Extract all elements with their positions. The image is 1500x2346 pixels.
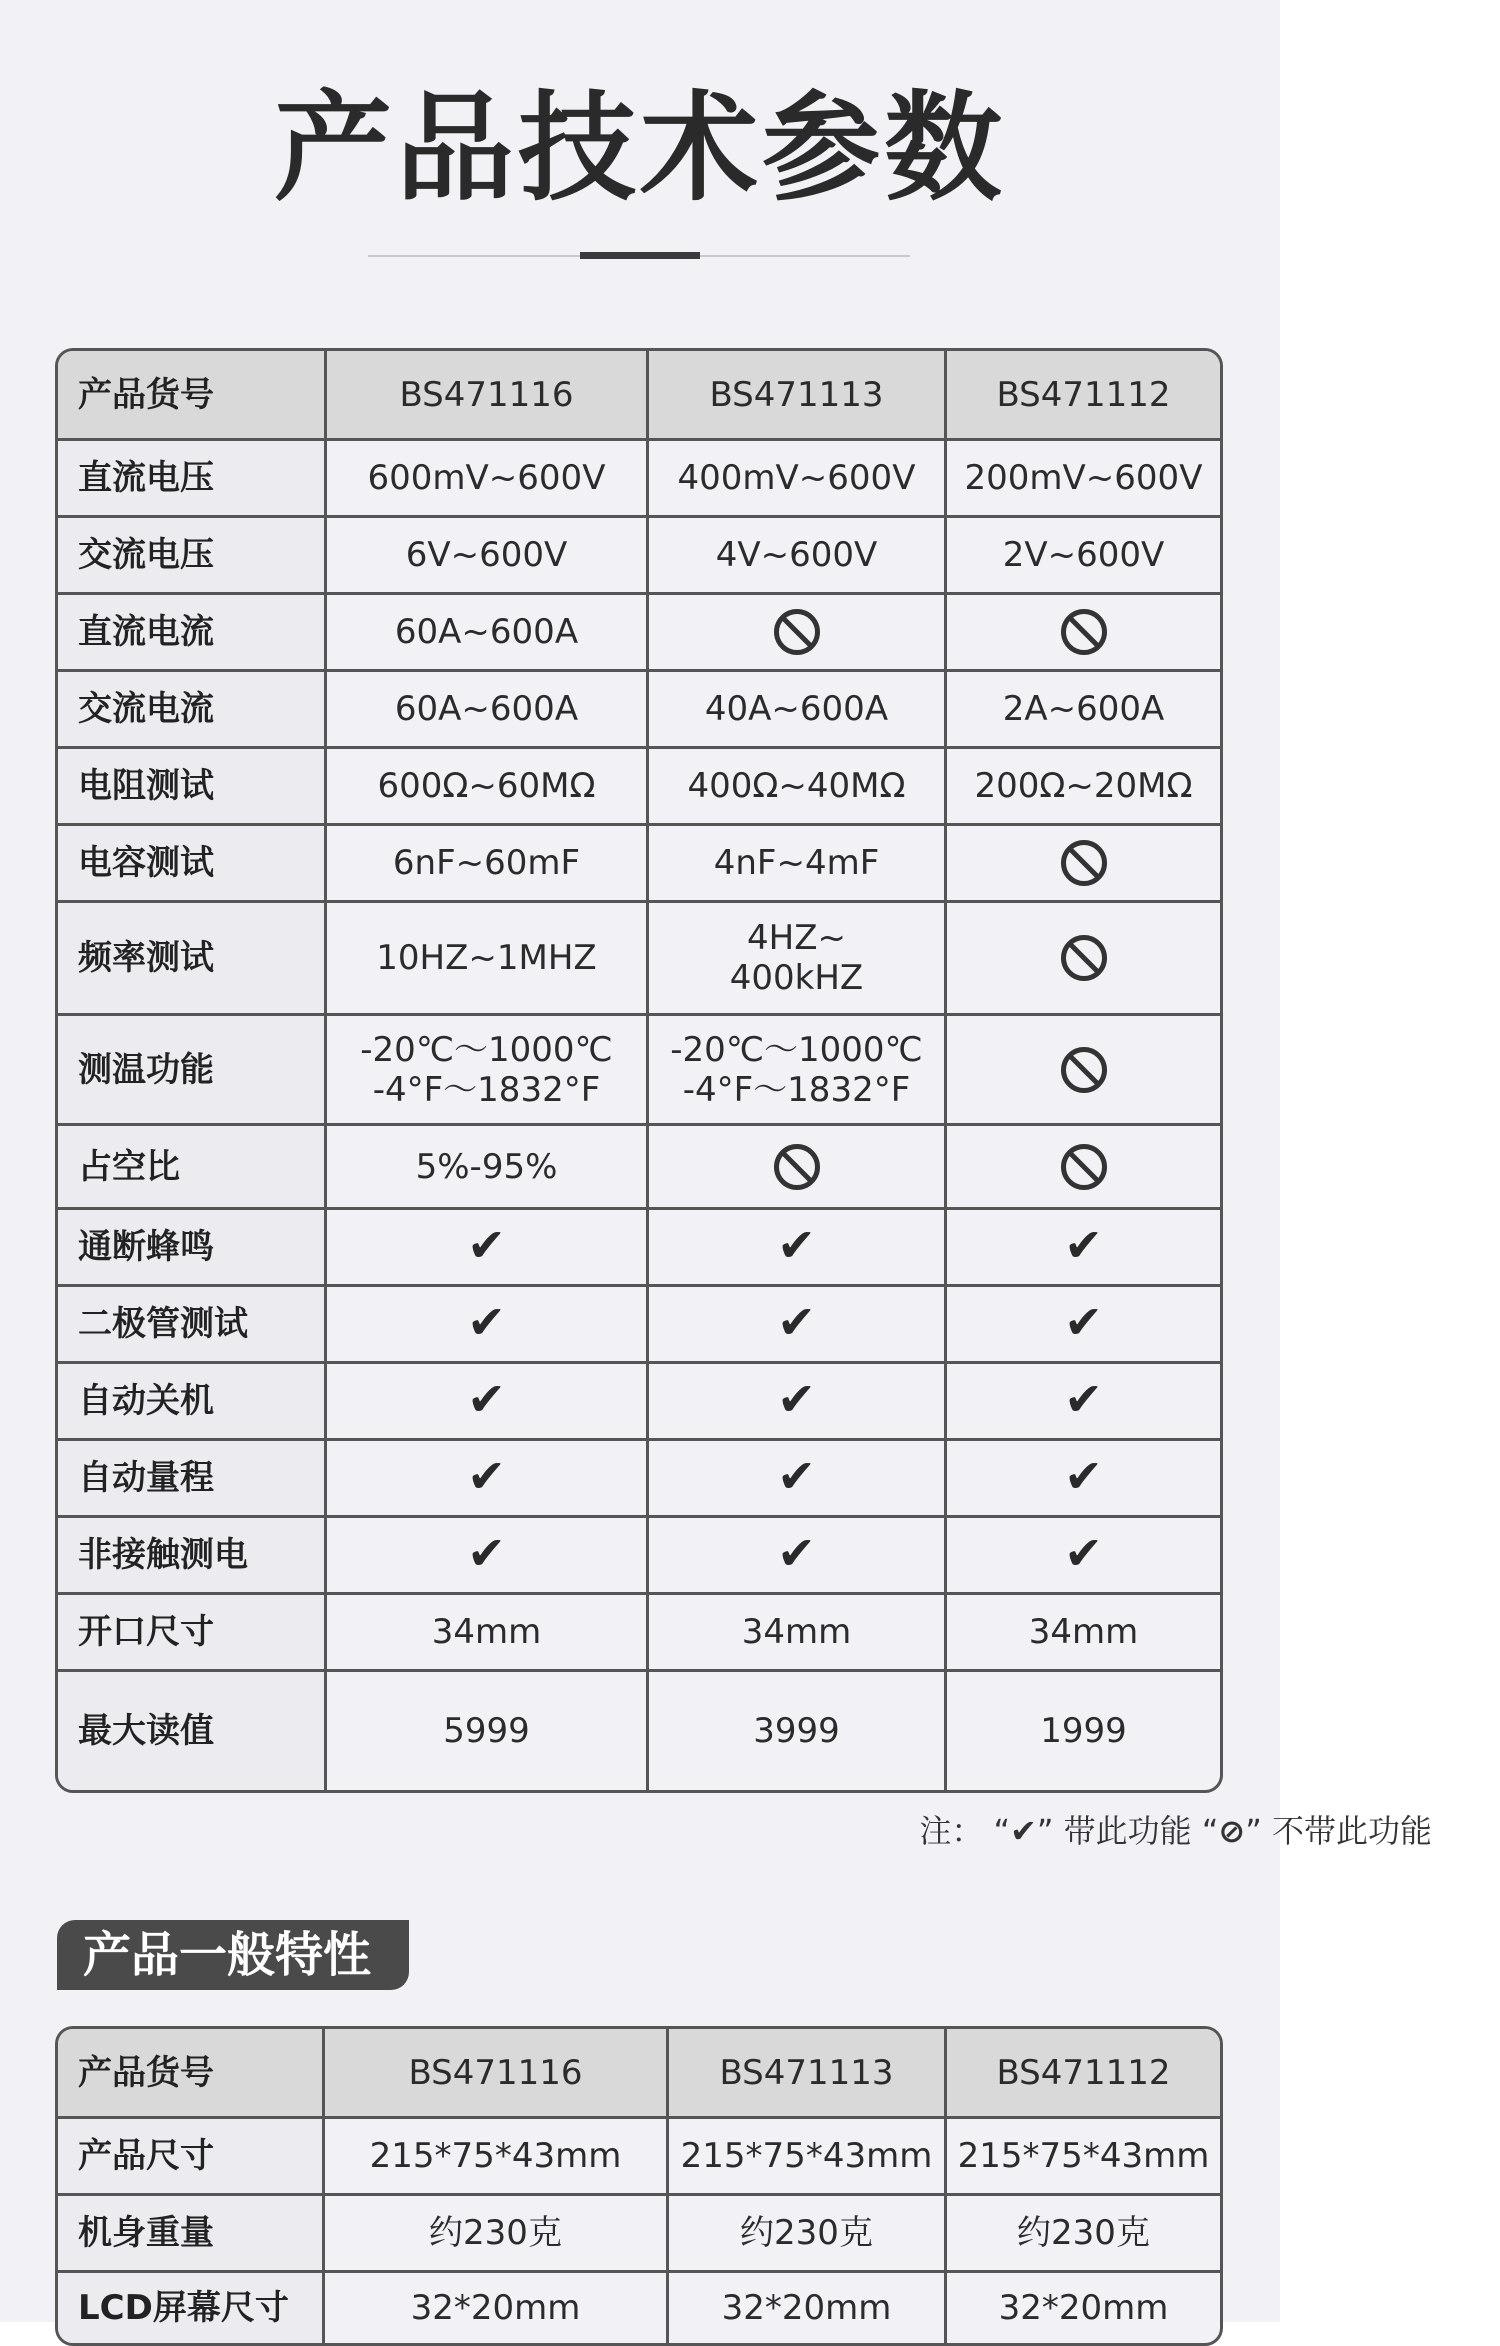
header-model: BS471113: [669, 2029, 947, 2119]
table-cell: 40A~600A: [649, 672, 947, 749]
row-label: 自动量程: [58, 1441, 327, 1518]
row-label: 交流电压: [58, 518, 327, 595]
table-cell: 215*75*43mm: [325, 2119, 669, 2196]
check-icon: ✔: [1064, 1371, 1103, 1426]
note-no-text: 不带此功能: [1271, 1812, 1432, 1850]
prohibited-icon: [774, 1144, 820, 1190]
table-row: [58, 1364, 1220, 1441]
table-cell: 60A~600A: [327, 672, 649, 749]
table-row: [58, 749, 1220, 826]
table-cell: 1999: [1040, 1711, 1127, 1751]
note-check-text: 带此功能: [1063, 1812, 1192, 1850]
table-cell: 400mV~600V: [649, 441, 947, 518]
check-icon: ✔: [467, 1294, 506, 1349]
table-cell: -20℃～1000℃ -4°F～1832°F: [327, 1016, 649, 1126]
table-cell: [649, 1441, 947, 1518]
table-cell: [947, 903, 1220, 1016]
table-row: [58, 1287, 1220, 1364]
table-row: [58, 518, 1220, 595]
table-row: [58, 1210, 1220, 1287]
table-cell: [327, 1441, 649, 1518]
row-label: LCD屏幕尺寸: [58, 2273, 325, 2343]
check-icon: ✔: [1064, 1525, 1103, 1580]
table-row: [58, 1672, 1220, 1790]
table-cell: [947, 595, 1220, 672]
prohibited-icon: [774, 609, 820, 655]
table-cell: [649, 1364, 947, 1441]
note-prefix: 注：: [919, 1812, 984, 1850]
table-row: [58, 2196, 1220, 2273]
row-label: 电容测试: [58, 826, 327, 903]
row-label: 交流电流: [58, 672, 327, 749]
check-icon: ✔: [467, 1448, 506, 1503]
prohibited-icon: ⊘: [1218, 1812, 1246, 1850]
table-cell: 34mm: [649, 1595, 947, 1672]
table-cell: [947, 1210, 1220, 1287]
table-cell: [649, 1210, 947, 1287]
table-cell: [649, 1287, 947, 1364]
table-cell: [947, 1016, 1220, 1126]
table-cell: -20℃～1000℃ -4°F～1832°F: [649, 1016, 947, 1126]
table-cell: [947, 1126, 1220, 1210]
check-icon: ✔: [777, 1217, 816, 1272]
prohibited-icon: [1061, 609, 1107, 655]
table-cell: 34mm: [327, 1595, 649, 1672]
table-cell: 5%-95%: [327, 1126, 649, 1210]
table-row: [58, 1518, 1220, 1595]
header-model: BS471112: [947, 2029, 1220, 2119]
table-cell: 3999: [649, 1672, 947, 1790]
row-label: 频率测试: [58, 903, 327, 1016]
table-cell: 2V~600V: [947, 518, 1220, 595]
table-row: [58, 2119, 1220, 2196]
table-row: [58, 1016, 1220, 1126]
general-table: [55, 2026, 1223, 2346]
row-label: 二极管测试: [58, 1287, 327, 1364]
section-title: 产品一般特性: [57, 1920, 409, 1990]
table-cell: 约230克: [669, 2196, 947, 2273]
header-model: BS471116: [325, 2029, 669, 2119]
header-model: BS471113: [649, 351, 947, 441]
table-cell: 32*20mm: [998, 2288, 1169, 2328]
row-label: 直流电流: [58, 595, 327, 672]
table-cell: 215*75*43mm: [947, 2119, 1220, 2196]
table-cell: 600Ω~60MΩ: [327, 749, 649, 826]
table-row: [58, 672, 1220, 749]
legend-note: 注： “✔” 带此功能 “⊘” 不带此功能: [919, 1812, 1432, 1850]
table-cell: [327, 1287, 649, 1364]
table-cell: 200mV~600V: [947, 441, 1220, 518]
header-label: 产品货号: [58, 351, 327, 441]
header-label: 产品货号: [58, 2029, 325, 2119]
check-icon: ✔: [467, 1371, 506, 1426]
table-cell: [327, 1364, 649, 1441]
prohibited-icon: [1061, 935, 1107, 981]
table-cell: [327, 1518, 649, 1595]
header-model: BS471116: [327, 351, 649, 441]
table-cell: 4HZ~ 400kHZ: [649, 903, 947, 1016]
row-label: 产品尺寸: [58, 2119, 325, 2196]
check-icon: ✔: [1010, 1812, 1037, 1850]
table-row: [58, 826, 1220, 903]
table-cell: 200Ω~20MΩ: [947, 749, 1220, 826]
row-label: 非接触测电: [58, 1518, 327, 1595]
check-icon: ✔: [1064, 1294, 1103, 1349]
table-cell: [649, 595, 947, 672]
spec-table: [55, 348, 1223, 1793]
table-cell: 6V~600V: [327, 518, 649, 595]
row-label: 电阻测试: [58, 749, 327, 826]
table-cell: 600mV~600V: [327, 441, 649, 518]
row-label: 直流电压: [58, 441, 327, 518]
table-cell: [327, 1210, 649, 1287]
table-row: [58, 595, 1220, 672]
check-icon: ✔: [777, 1525, 816, 1580]
table-cell: 32*20mm: [325, 2273, 669, 2343]
table-cell: [947, 1364, 1220, 1441]
row-label: 通断蜂鸣: [58, 1210, 327, 1287]
check-icon: ✔: [777, 1371, 816, 1426]
table-cell: 10HZ~1MHZ: [327, 903, 649, 1016]
table-cell: [649, 1126, 947, 1210]
prohibited-icon: [1061, 840, 1107, 886]
table-cell: 6nF~60mF: [327, 826, 649, 903]
table-cell: 400Ω~40MΩ: [649, 749, 947, 826]
table-cell: 2A~600A: [947, 672, 1220, 749]
table-cell: [649, 1518, 947, 1595]
prohibited-icon: [1061, 1144, 1107, 1190]
table-cell: [947, 1287, 1220, 1364]
row-label: 机身重量: [58, 2196, 325, 2273]
table-cell: [947, 1441, 1220, 1518]
table-cell: 215*75*43mm: [669, 2119, 947, 2196]
table-row: [58, 441, 1220, 518]
table-row: [58, 1441, 1220, 1518]
table-cell: 60A~600A: [327, 595, 649, 672]
check-icon: ✔: [1064, 1448, 1103, 1503]
row-label: 最大读值: [58, 1672, 327, 1790]
row-label: 占空比: [58, 1126, 327, 1210]
prohibited-icon: [1061, 1047, 1107, 1093]
table-cell: [947, 1518, 1220, 1595]
page-title: 产品技术参数: [273, 79, 1006, 217]
table-cell: [947, 826, 1220, 903]
table-cell: 4V~600V: [649, 518, 947, 595]
table-row: [58, 2273, 1220, 2343]
title-divider-accent: [580, 252, 700, 259]
table-cell: 34mm: [947, 1595, 1220, 1672]
table-cell: 4nF~4mF: [649, 826, 947, 903]
row-label: 开口尺寸: [58, 1595, 327, 1672]
table-row: [58, 903, 1220, 1016]
header-model: BS471112: [947, 351, 1220, 441]
table-row: [58, 1126, 1220, 1210]
check-icon: ✔: [777, 1448, 816, 1503]
row-label: 测温功能: [58, 1016, 327, 1126]
table-cell: 约230克: [325, 2196, 669, 2273]
check-icon: ✔: [777, 1294, 816, 1349]
check-icon: ✔: [467, 1217, 506, 1272]
table-cell: 32*20mm: [669, 2273, 947, 2343]
table-row: [58, 1595, 1220, 1672]
table-cell: 约230克: [947, 2196, 1220, 2273]
check-icon: ✔: [1064, 1217, 1103, 1272]
table-cell: 5999: [327, 1672, 649, 1790]
check-icon: ✔: [467, 1525, 506, 1580]
row-label: 自动关机: [58, 1364, 327, 1441]
